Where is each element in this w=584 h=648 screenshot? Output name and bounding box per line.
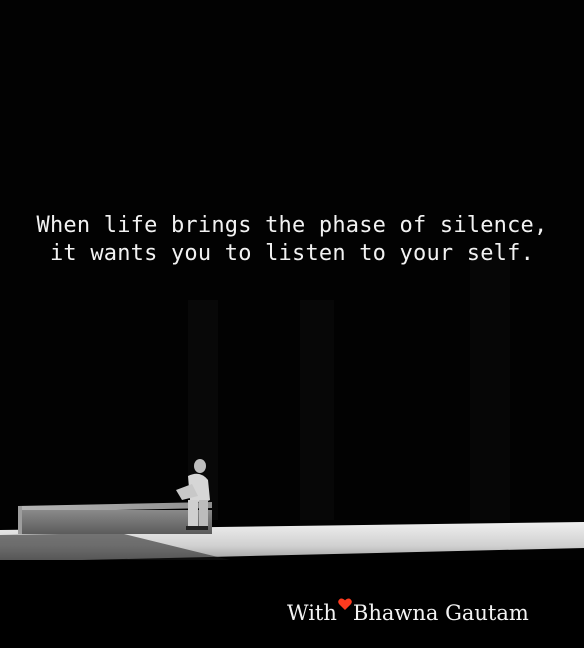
bench [18, 502, 212, 534]
quote-line-2: it wants you to listen to your self. [49, 241, 535, 266]
signature-name: Bhawna Gautam [352, 601, 529, 625]
signature [287, 600, 529, 626]
pillar [470, 250, 510, 520]
pillar [300, 300, 334, 520]
signature-prefix: With [287, 601, 337, 625]
quote-text [0, 212, 584, 268]
quote-line-1: When life brings the phase of silence, [36, 213, 548, 238]
heart-icon [338, 598, 352, 610]
